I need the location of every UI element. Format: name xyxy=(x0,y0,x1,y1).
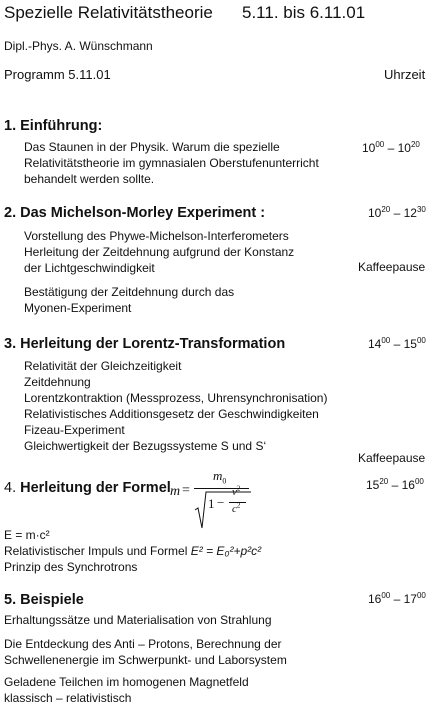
list-item: Erhaltungssätze und Materialisation von Strahlung xyxy=(4,613,272,627)
formula-one: 1 xyxy=(208,496,215,511)
list-item: klassisch – relativistisch xyxy=(4,691,132,705)
list-item: behandelt werden sollte. xyxy=(24,172,155,186)
section-title: Das Michelson-Morley Experiment : xyxy=(20,205,266,221)
list-item: Lorentzkontraktion (Messprozess, Uhrensynchronisation) xyxy=(24,391,328,405)
section-title: Herleitung der Lorentz-Transformation xyxy=(20,336,286,352)
section-2-lines xyxy=(24,228,294,276)
list-item: Myonen-Experiment xyxy=(24,301,132,315)
section-2-heading xyxy=(4,205,265,221)
section-2-lines-b xyxy=(24,284,234,316)
list-item: Relativitätstheorie im gymnasialen Oberstufenunterricht xyxy=(24,156,319,170)
formula-equals: = xyxy=(182,483,190,498)
break-label: Kaffeepause xyxy=(358,451,426,465)
section-number: 5. xyxy=(4,592,17,608)
section-4-heading xyxy=(4,480,171,496)
section-3-time: $14^{00} - 15^{00}$ xyxy=(368,336,426,351)
uhrzeit-label: Uhrzeit xyxy=(384,67,426,82)
section-5-lines xyxy=(4,612,272,628)
section-title: Herleitung der Formel xyxy=(20,480,171,496)
formula-lhs: m xyxy=(170,484,181,499)
list-item: Zeitdehnung xyxy=(24,375,91,389)
section-3-lines xyxy=(24,358,327,454)
formula-v: $v^2$ xyxy=(232,484,241,498)
list-item: Relativistischer Impuls und Formel E² = E₀²+p²c² xyxy=(4,544,262,558)
formula-minus: − xyxy=(217,495,225,510)
section-number: 3. xyxy=(4,336,17,352)
list-item: Relativität der Gleichzeitigkeit xyxy=(24,359,182,373)
impuls-formula: E² = E₀²+p²c² xyxy=(190,544,262,558)
section-1-heading xyxy=(4,118,102,134)
section-4-time: $15^{20} - 16^{00}$ xyxy=(366,477,424,492)
section-title: Beispiele xyxy=(20,592,84,608)
section-5-time: $16^{00} - 17^{00}$ xyxy=(368,591,426,606)
section-5-heading xyxy=(4,592,84,608)
list-item: Herleitung der Zeitdehnung aufgrund der Konstanz xyxy=(24,245,295,259)
section-1-time: $10^{00} - 10^{20}$ xyxy=(362,140,420,155)
break-label: Kaffeepause xyxy=(358,260,426,274)
document-title: Spezielle Relativitätstheorie xyxy=(4,3,213,22)
list-item: Vorstellung des Phywe-Michelson-Interferometers xyxy=(24,229,289,243)
section-5-lines-b xyxy=(4,636,287,668)
formula-numerator: $m_0$ xyxy=(213,468,227,486)
list-item: E = m·c² xyxy=(4,528,50,542)
list-item: Prinzip des Synchrotrons xyxy=(4,560,138,574)
section-number: 1. xyxy=(4,118,17,134)
list-item: Die Entdeckung des Anti – Protons, Berechnung der xyxy=(4,637,282,651)
section-1-lines xyxy=(24,139,319,187)
list-item: Geladene Teilchen im homogenen Magnetfeld xyxy=(4,675,249,689)
list-item: der Lichtgeschwindigkeit xyxy=(24,261,155,275)
list-item: Schwellenenergie im Schwerpunkt- und Laborsystem xyxy=(4,653,287,667)
mass-formula xyxy=(168,468,253,530)
section-4-lines xyxy=(4,527,261,575)
list-item: Relativistisches Additionsgesetz der Geschwindigkeiten xyxy=(24,407,319,421)
programm-label: Programm 5.11.01 xyxy=(4,67,111,82)
list-item: Gleichwertigkeit der Bezugssysteme S und S‘ xyxy=(24,439,267,453)
list-item: Bestätigung der Zeitdehnung durch das xyxy=(24,285,235,299)
list-item: Fizeau-Experiment xyxy=(24,423,125,437)
list-item: Das Staunen in der Physik. Warum die spezielle xyxy=(24,140,280,154)
fraction-bar xyxy=(194,488,249,489)
section-title: Einführung: xyxy=(20,118,103,134)
formula-c: $c^2$ xyxy=(232,501,241,515)
date-range: 5.11. bis 6.11.01 xyxy=(242,3,366,22)
author: Dipl.-Phys. A. Wünschmann xyxy=(4,39,153,53)
section-3-heading xyxy=(4,336,285,352)
section-2-time: $10^{20} - 12^{30}$ xyxy=(368,205,426,220)
section-number: 4. xyxy=(4,480,17,496)
section-number: 2. xyxy=(4,205,17,221)
section-5-lines-c xyxy=(4,674,249,706)
